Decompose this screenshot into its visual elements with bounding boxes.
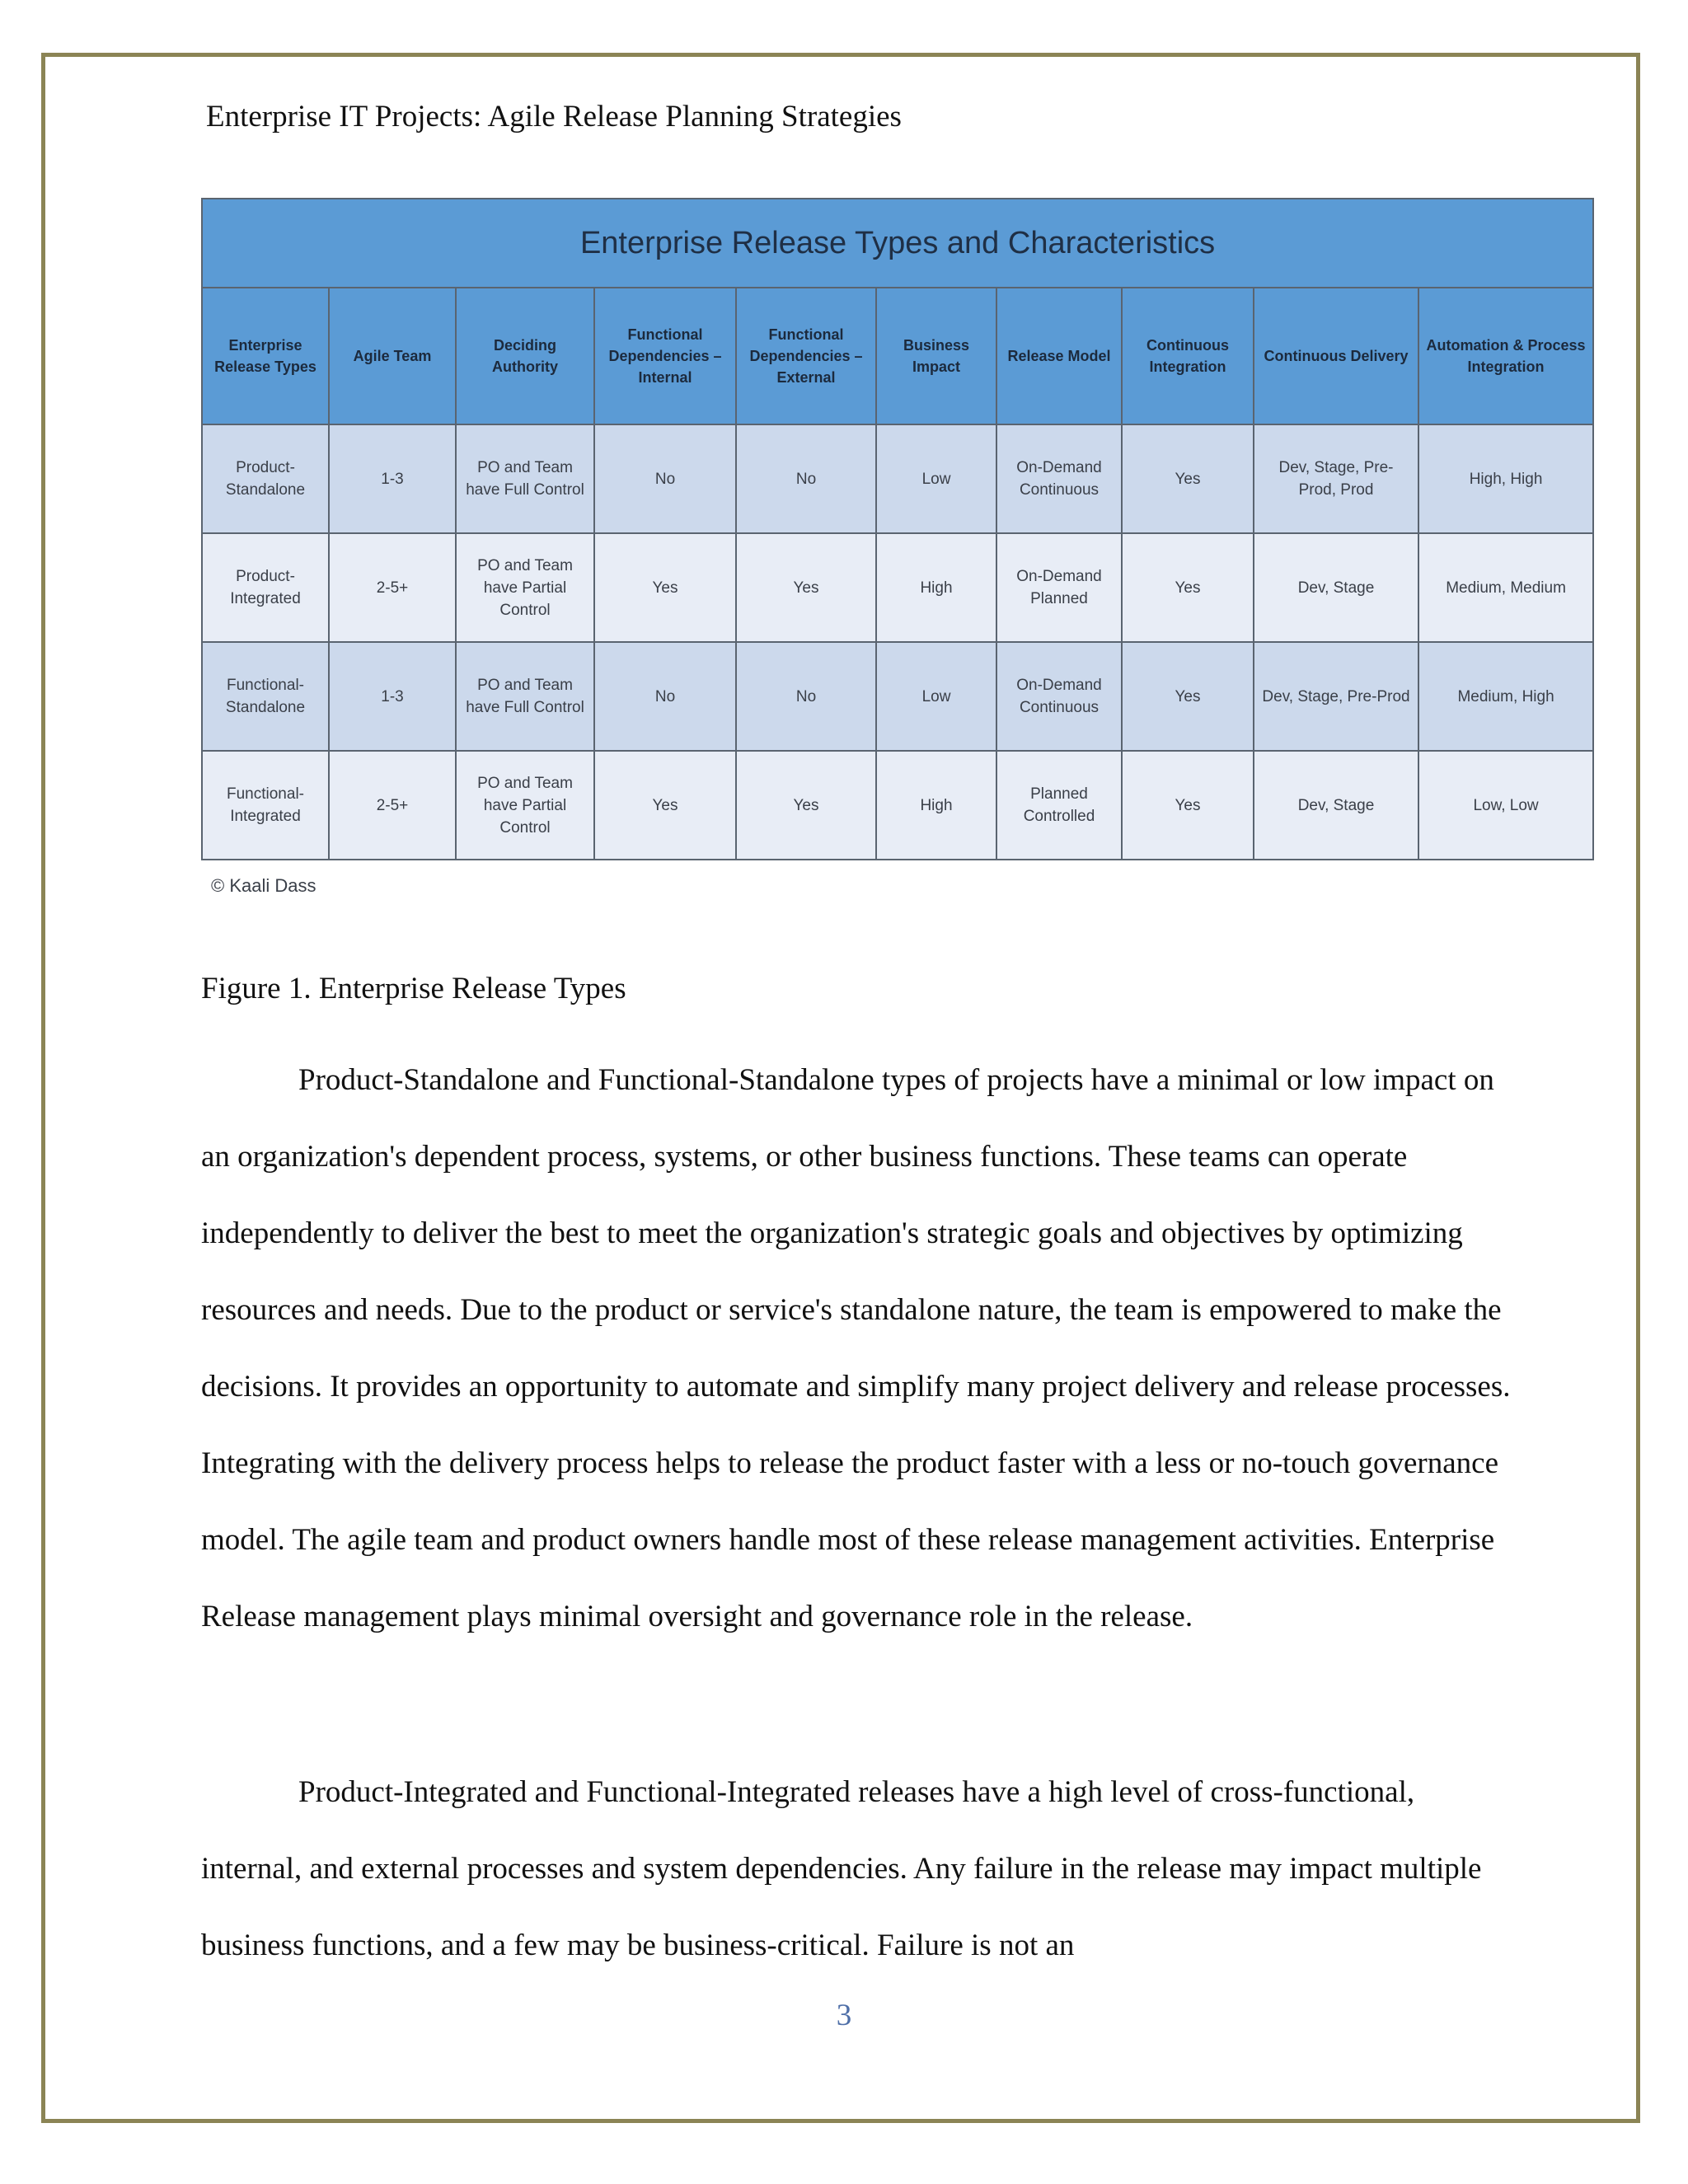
table-cell: PO and Team have Partial Control	[456, 751, 594, 860]
table-cell: PO and Team have Partial Control	[456, 533, 594, 642]
table-cell: Yes	[736, 533, 876, 642]
table-cell: 2-5+	[329, 533, 456, 642]
table-cell: On-Demand Continuous	[996, 424, 1122, 533]
table-cell: Yes	[1122, 642, 1254, 751]
table-cell: Yes	[1122, 751, 1254, 860]
column-header: Functional Dependencies – External	[736, 288, 876, 424]
release-types-table	[201, 198, 1594, 860]
column-header: Enterprise Release Types	[202, 288, 329, 424]
body-paragraph: Product-Integrated and Functional-Integrated releases have a high level of cross-functional, internal, and external processes and system dependencies. Any failure in the release may impact multiple business functions, and a few may be business-critical. Failure is not an	[201, 1775, 1482, 1962]
table-cell: Medium, High	[1418, 642, 1593, 751]
table-cell: 1-3	[329, 642, 456, 751]
table-cell: Planned Controlled	[996, 751, 1122, 860]
table-cell: Medium, Medium	[1418, 533, 1593, 642]
table-row	[202, 424, 1593, 533]
body-paragraph: Product-Standalone and Functional-Standalone types of projects have a minimal or low impact on an organization's dependent process, systems, or other business functions. These teams can operate independently to deliver the best to meet the organization's strategic goals and objectives by optimizing resources and needs. Due to the product or service's standalone nature, the team is empowered to make the decisions. It provides an opportunity to automate and simplify many project delivery and release processes. Integrating with the delivery process helps to release the product faster with a less or no-touch governance model. The agile team and product owners handle most of these release management activities. Enterprise Release management plays minimal oversight and governance role in the release.	[201, 1063, 1511, 1633]
table-cell: Dev, Stage	[1254, 751, 1418, 860]
table-cell: PO and Team have Full Control	[456, 642, 594, 751]
table-cell: No	[594, 424, 736, 533]
column-header: Functional Dependencies – Internal	[594, 288, 736, 424]
column-header: Release Model	[996, 288, 1122, 424]
column-header: Agile Team	[329, 288, 456, 424]
figure-copyright: © Kaali Dass	[211, 875, 316, 896]
table-cell: High	[876, 751, 996, 860]
table-header-row	[202, 288, 1593, 424]
table-cell: Yes	[594, 751, 736, 860]
table-cell: Dev, Stage	[1254, 533, 1418, 642]
table-cell: No	[736, 642, 876, 751]
page-number: 3	[836, 1999, 852, 2032]
table-cell: Low, Low	[1418, 751, 1593, 860]
table-cell: Dev, Stage, Pre-Prod	[1254, 642, 1418, 751]
table-cell: High, High	[1418, 424, 1593, 533]
table-cell: Functional-Integrated	[202, 751, 329, 860]
table-row	[202, 751, 1593, 860]
table-cell: Product-Standalone	[202, 424, 329, 533]
table-cell: Low	[876, 642, 996, 751]
table-cell: No	[736, 424, 876, 533]
column-header: Deciding Authority	[456, 288, 594, 424]
table-cell: On-Demand Planned	[996, 533, 1122, 642]
table-cell: 2-5+	[329, 751, 456, 860]
table-row	[202, 642, 1593, 751]
column-header: Business Impact	[876, 288, 996, 424]
table-cell: Yes	[1122, 424, 1254, 533]
column-header: Automation & Process Integration	[1418, 288, 1593, 424]
table-cell: Functional-Standalone	[202, 642, 329, 751]
table-cell: Product-Integrated	[202, 533, 329, 642]
table-cell: 1-3	[329, 424, 456, 533]
table-cell: Dev, Stage, Pre-Prod, Prod	[1254, 424, 1418, 533]
table-cell: High	[876, 533, 996, 642]
table-cell: Low	[876, 424, 996, 533]
column-header: Continuous Delivery	[1254, 288, 1418, 424]
table-title: Enterprise Release Types and Characteristics	[202, 199, 1593, 288]
table-cell: Yes	[1122, 533, 1254, 642]
column-header: Continuous Integration	[1122, 288, 1254, 424]
table-cell: PO and Team have Full Control	[456, 424, 594, 533]
table-row	[202, 533, 1593, 642]
table-cell: No	[594, 642, 736, 751]
figure-caption: Figure 1. Enterprise Release Types	[201, 972, 626, 1005]
running-head: Enterprise IT Projects: Agile Release Planning Strategies	[206, 100, 902, 134]
table-cell: On-Demand Continuous	[996, 642, 1122, 751]
table-cell: Yes	[736, 751, 876, 860]
table-cell: Yes	[594, 533, 736, 642]
